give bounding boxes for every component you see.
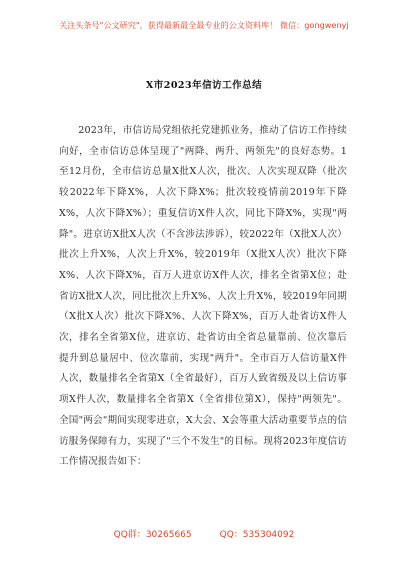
qq-group-number: 30265665	[145, 530, 192, 540]
qq-label: QQ：	[219, 530, 243, 540]
qq-group-label: QQ群：	[113, 530, 146, 540]
promo-banner: 关注头条号"公文研究"，获得最新最全最专业的公文资料库！ 微信：gongwenyj	[59, 21, 349, 30]
document-title: X市2023年信访工作总结	[145, 80, 263, 91]
body-paragraph: 2023年，市信访局党组依托党建抓业务，推动了信访工作持续向好，全市信访总体呈现了"两降、两升、两领先"的良好态势。1至12月份，全市信访总量X批X人次，批次、人次实现双降（批次较2022年下降X%，人次下降X%；批次较疫情前2019年下降X%，人次下降X%）；重复信访X件人次，同比下降X%，实现"两降"。进京访X批X人次（不含涉法涉诉），较2022年（X批X人次）批次上升X%，人次上升X%，较2019年（X批X人次）批次下降X%、人次下降X%，百万人进京访X件人次，排名全省第X位；赴省访X批X人次，同比批次上升X%、人次上升X%，较2019年同期（X批X人次）批次下降X%、人次下降X%，百万人赴省访X件人次，排名全省第X位，进京访、赴省访由全省总量靠前、位次靠后提升到总量居中、位次靠前，实现"两升"。全市百万人信访量X件人次，数量排名全省第X（全省最好），百万人致省级及以上信访事项X件人次，数量排名全省第X（全省排位第X），保持"两领先"。全国"两会"期间实现零进京，X大会、X会等重大活动重要节点的信访服务保障有力，实现了"三个不发生"的目标。现将2023年度信访工作情况报告如下：	[59, 125, 347, 468]
qq-number: 535304092	[242, 530, 295, 540]
contact-footer	[0, 527, 408, 540]
